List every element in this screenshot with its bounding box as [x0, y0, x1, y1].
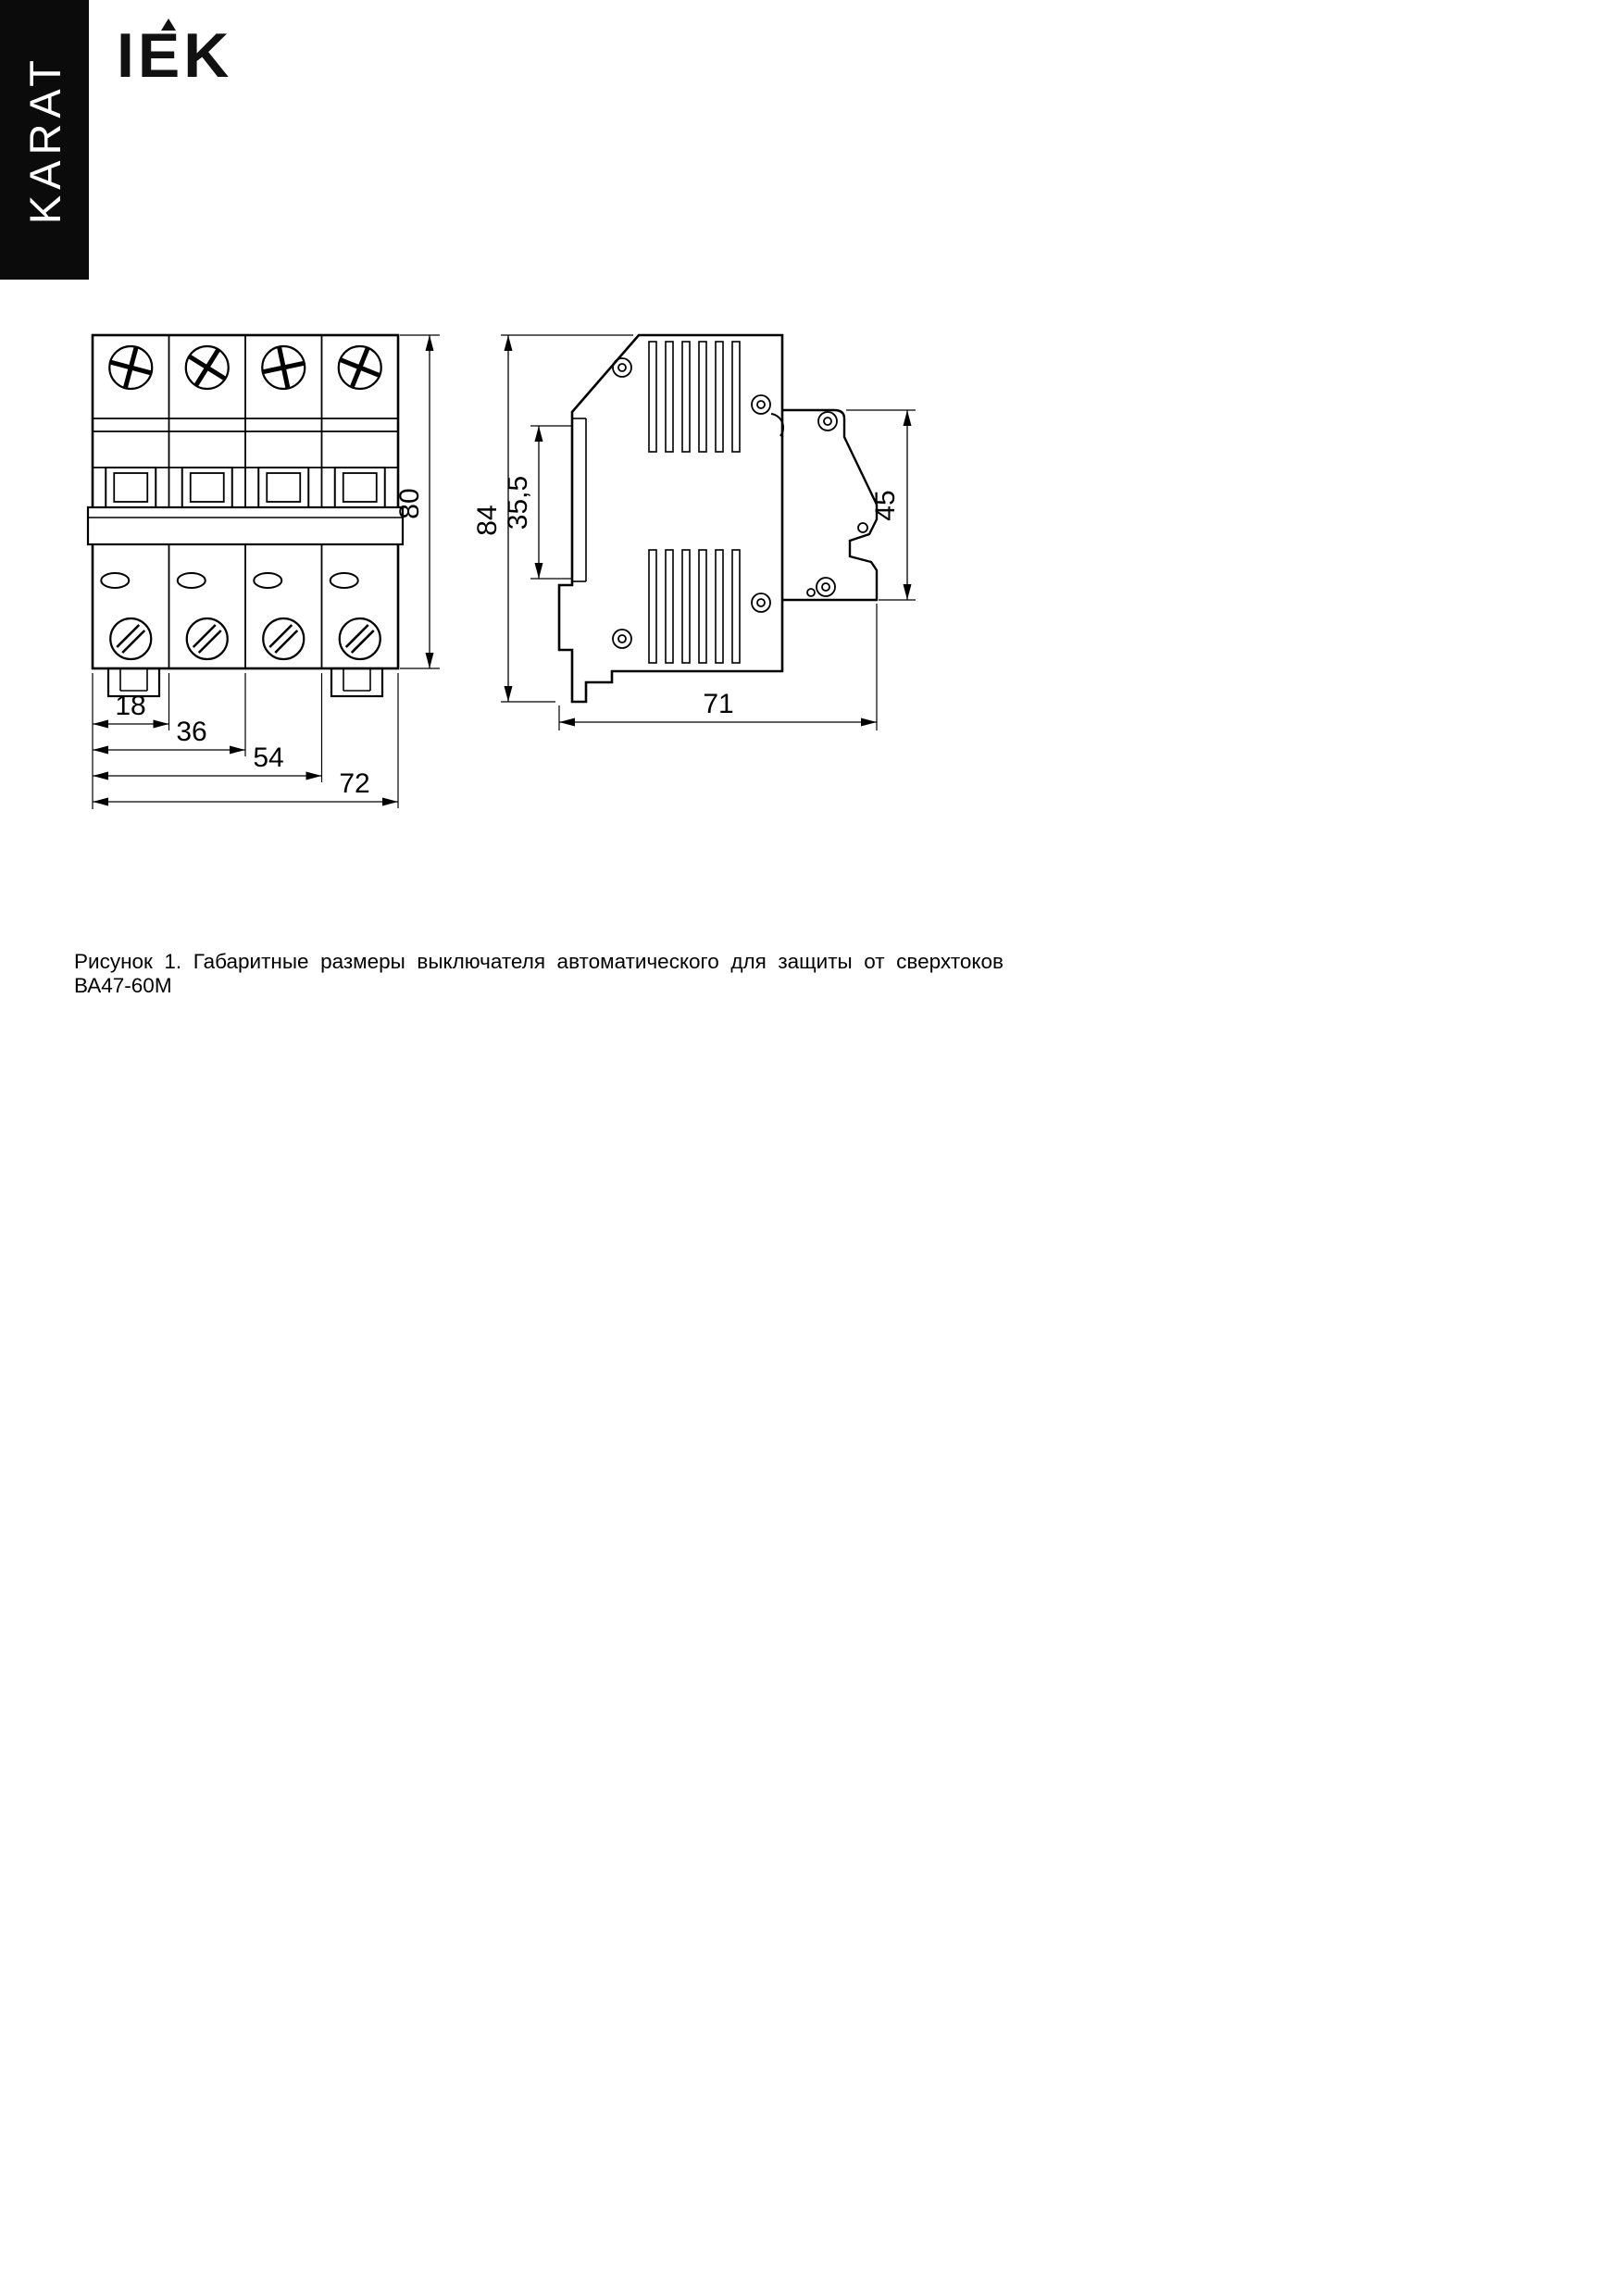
side-vent-slots-top: [649, 342, 740, 452]
front-label-ovals: [101, 573, 358, 588]
technical-drawing: [0, 0, 1018, 833]
front-view: [88, 335, 403, 696]
side-housing-rivets: [613, 358, 783, 648]
side-vent-slots-bottom: [649, 550, 740, 663]
dim-label-35-5: 35,5: [503, 475, 533, 530]
side-view: [559, 335, 877, 702]
dim-label-45: 45: [870, 490, 901, 521]
front-view-dimensions: [93, 335, 440, 809]
dim-label-72: 72: [339, 768, 370, 799]
dim-label-84: 84: [472, 505, 503, 536]
side-dim-arrows: [505, 335, 912, 727]
side-mounting-plate: [782, 410, 877, 600]
front-dim-arrows: [93, 335, 434, 806]
dim-label-71: 71: [703, 689, 734, 719]
iek-logo-text: IEK: [117, 20, 233, 91]
dim-label-36: 36: [176, 717, 207, 747]
karat-banner-text: KARAT: [19, 55, 69, 225]
dim-label-80: 80: [394, 488, 425, 519]
figure-caption: Рисунок 1. Габаритные размеры выключателя автоматического для защиты от сверхтоков ВА47-60М: [74, 950, 1004, 997]
dim-label-54: 54: [253, 742, 284, 773]
dim-label-18: 18: [115, 691, 146, 721]
front-band: [88, 507, 403, 544]
